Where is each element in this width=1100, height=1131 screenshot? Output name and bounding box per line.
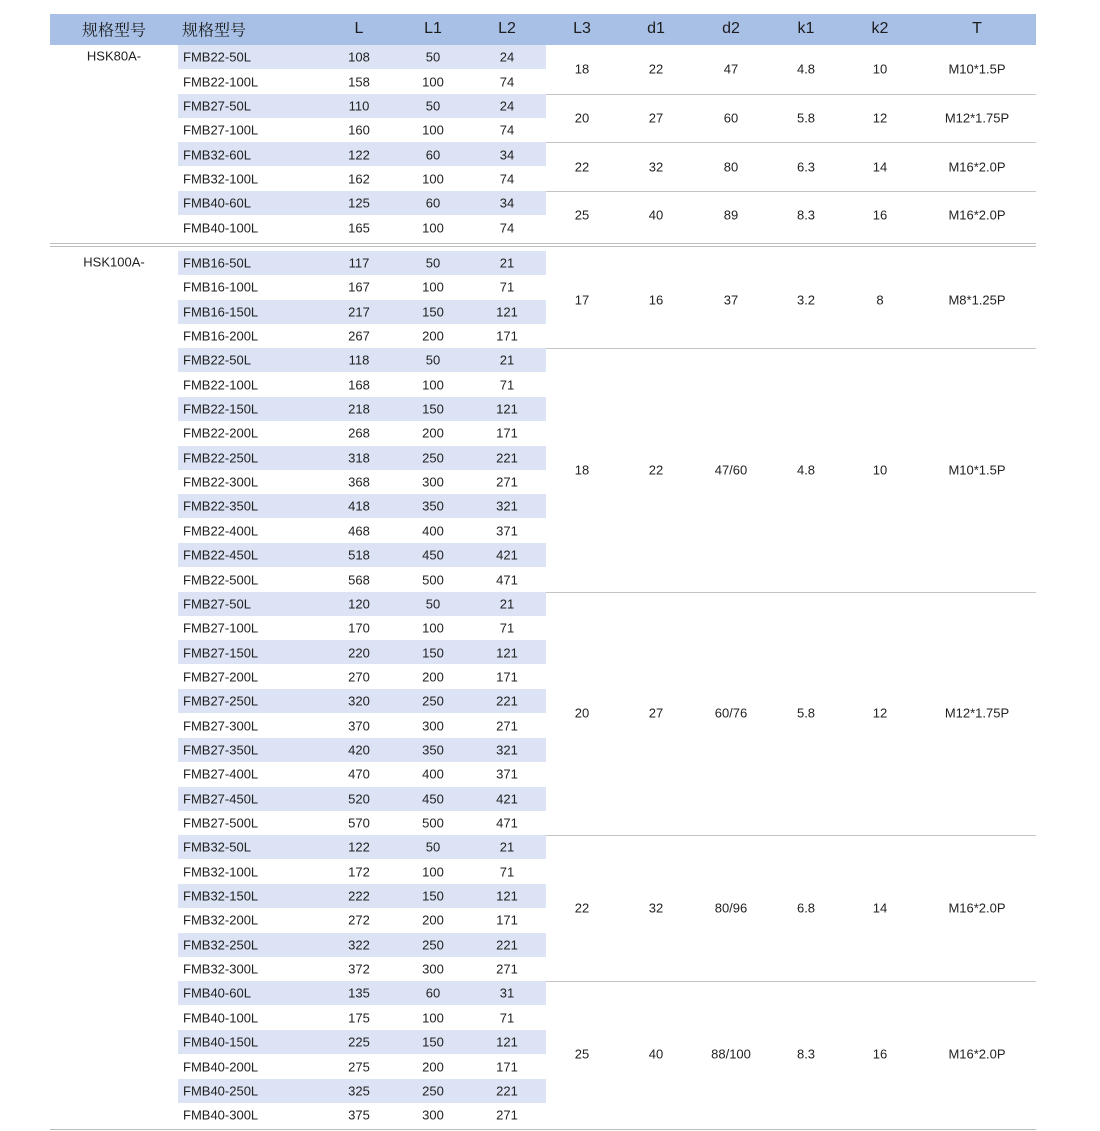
L2-cell: 221 [496, 937, 518, 953]
L-cell: 220 [348, 645, 370, 661]
k2-group-cell: 12 [872, 705, 888, 721]
L3-group-cell: 22 [574, 900, 590, 916]
L2-cell: 121 [496, 304, 518, 320]
L3-group-cell: 18 [574, 61, 590, 77]
L-cell: 122 [348, 147, 370, 163]
L2-cell: 71 [499, 377, 515, 393]
k1-group-cell: 4.8 [796, 61, 816, 77]
L-cell: 162 [348, 171, 370, 187]
L3-group-cell: 17 [574, 292, 590, 307]
T-group-cell: M12*1.75P [944, 110, 1010, 126]
L2-cell: 21 [499, 839, 515, 855]
model-cell: FMB22-50L [183, 49, 251, 65]
L1-cell: 300 [422, 961, 444, 977]
L1-cell: 150 [422, 304, 444, 320]
L-cell: 418 [348, 498, 370, 514]
L2-cell: 171 [496, 669, 518, 685]
d1-group-cell: 27 [648, 110, 664, 126]
L-cell: 222 [348, 888, 370, 904]
header-L1: L1 [424, 20, 442, 37]
L1-cell: 50 [425, 255, 441, 271]
model-cell: FMB40-300L [183, 1107, 259, 1123]
L2-cell: 71 [499, 864, 515, 880]
L2-cell: 21 [499, 255, 515, 271]
L-cell: 120 [348, 596, 370, 612]
L2-cell: 71 [499, 620, 515, 636]
L-cell: 272 [348, 912, 370, 928]
k1-group-cell: 5.8 [796, 705, 816, 721]
L1-cell: 100 [422, 377, 444, 393]
k2-group-cell: 16 [872, 207, 888, 223]
L1-cell: 200 [422, 669, 444, 685]
L1-cell: 350 [422, 742, 444, 758]
model-cell: FMB40-100L [183, 220, 259, 236]
L-cell: 108 [348, 49, 370, 65]
L1-cell: 450 [422, 791, 444, 807]
d2-group-cell: 60/76 [714, 705, 748, 721]
d1-group-cell: 27 [648, 705, 664, 721]
k1-group-cell: 6.8 [796, 900, 816, 916]
model-cell: FMB40-60L [183, 195, 251, 211]
T-group-cell: M8*1.25P [948, 292, 1006, 307]
L2-cell: 121 [496, 401, 518, 417]
L1-cell: 100 [422, 122, 444, 138]
L2-cell: 171 [496, 425, 518, 441]
header-T: T [972, 20, 982, 37]
group-divider [546, 592, 1036, 593]
L1-cell: 250 [422, 1083, 444, 1099]
L2-cell: 221 [496, 693, 518, 709]
L1-cell: 50 [425, 49, 441, 65]
L1-cell: 60 [425, 195, 441, 211]
L-cell: 318 [348, 450, 370, 466]
model-cell: FMB27-250L [183, 693, 259, 709]
header-spindle-spec: 规格型号 [81, 22, 147, 40]
L2-cell: 24 [499, 98, 515, 114]
T-group-cell: M16*2.0P [948, 900, 1006, 916]
model-cell: FMB32-50L [183, 839, 251, 855]
model-cell: FMB16-150L [183, 304, 259, 320]
L1-cell: 100 [422, 171, 444, 187]
L-cell: 118 [348, 352, 370, 368]
L-cell: 175 [348, 1010, 370, 1026]
L2-cell: 21 [499, 596, 515, 612]
model-cell: FMB32-100L [183, 864, 259, 880]
L-cell: 158 [348, 74, 370, 90]
L2-cell: 421 [496, 791, 518, 807]
L2-cell: 321 [496, 498, 518, 514]
model-cell: FMB27-500L [183, 815, 259, 831]
L-cell: 117 [348, 255, 370, 271]
L1-cell: 300 [422, 474, 444, 490]
k1-group-cell: 5.8 [796, 110, 816, 126]
model-cell: FMB32-100L [183, 171, 259, 187]
L2-cell: 171 [496, 328, 518, 344]
L2-cell: 24 [499, 49, 515, 65]
L-cell: 268 [348, 425, 370, 441]
d1-group-cell: 32 [648, 159, 664, 175]
L-cell: 267 [348, 328, 370, 344]
d1-group-cell: 22 [648, 61, 664, 77]
L-cell: 170 [348, 620, 370, 636]
L2-cell: 371 [496, 523, 518, 539]
table-bottom-rule [50, 1129, 1036, 1130]
L2-cell: 271 [496, 961, 518, 977]
L-cell: 160 [348, 122, 370, 138]
model-cell: FMB32-250L [183, 937, 259, 953]
L1-cell: 50 [425, 596, 441, 612]
model-cell: FMB22-150L [183, 401, 259, 417]
d1-group-cell: 40 [648, 1046, 664, 1062]
d2-group-cell: 60 [723, 110, 739, 126]
L2-cell: 221 [496, 1083, 518, 1099]
L1-cell: 300 [422, 718, 444, 734]
L-cell: 168 [348, 377, 370, 393]
k2-group-cell: 14 [872, 159, 888, 175]
L-cell: 370 [348, 718, 370, 734]
model-cell: FMB16-50L [183, 255, 251, 271]
L-cell: 122 [348, 839, 370, 855]
L2-cell: 74 [499, 122, 515, 138]
L-cell: 570 [348, 815, 370, 831]
k1-group-cell: 8.3 [796, 207, 816, 223]
L2-cell: 74 [499, 171, 515, 187]
L2-cell: 121 [496, 888, 518, 904]
L2-cell: 271 [496, 1107, 518, 1123]
model-cell: FMB40-60L [183, 985, 251, 1001]
L1-cell: 200 [422, 425, 444, 441]
L-cell: 110 [348, 98, 370, 114]
L-cell: 568 [348, 572, 370, 588]
L-cell: 275 [348, 1059, 370, 1075]
L1-cell: 300 [422, 1107, 444, 1123]
group-divider [546, 981, 1036, 982]
header-d2: d2 [722, 20, 740, 37]
L-cell: 520 [348, 791, 370, 807]
model-cell: FMB27-50L [183, 596, 251, 612]
model-cell: FMB22-500L [183, 572, 259, 588]
L-cell: 218 [348, 401, 370, 417]
d2-group-cell: 88/100 [711, 1046, 751, 1062]
L1-cell: 150 [422, 1034, 444, 1050]
model-cell: FMB27-300L [183, 718, 259, 734]
k1-group-cell: 6.3 [796, 159, 816, 175]
header-k1: k1 [797, 20, 815, 37]
L1-cell: 100 [422, 279, 444, 295]
model-cell: FMB22-200L [183, 425, 259, 441]
L1-cell: 100 [422, 74, 444, 90]
d2-group-cell: 47/60 [714, 462, 748, 478]
L-cell: 322 [348, 937, 370, 953]
L1-cell: 50 [425, 98, 441, 114]
L2-cell: 271 [496, 474, 518, 490]
model-cell: FMB27-350L [183, 742, 259, 758]
header-k2: k2 [871, 20, 889, 37]
L-cell: 135 [348, 985, 370, 1001]
model-cell: FMB32-300L [183, 961, 259, 977]
model-cell: FMB16-100L [183, 279, 259, 295]
L2-cell: 171 [496, 1059, 518, 1075]
L1-cell: 250 [422, 693, 444, 709]
L2-cell: 74 [499, 220, 515, 236]
L1-cell: 100 [422, 220, 444, 236]
T-group-cell: M10*1.5P [948, 462, 1006, 478]
L2-cell: 371 [496, 766, 518, 782]
L1-cell: 100 [422, 1010, 444, 1026]
model-cell: FMB22-50L [183, 352, 251, 368]
L3-group-cell: 20 [574, 110, 590, 126]
header-model-spec: 规格型号 [182, 22, 247, 40]
k2-group-cell: 8 [876, 292, 884, 307]
model-cell: FMB27-400L [183, 766, 259, 782]
L-cell: 375 [348, 1107, 370, 1123]
model-cell: FMB22-300L [183, 474, 259, 490]
L1-cell: 100 [422, 864, 444, 880]
group-divider [546, 142, 1036, 143]
L-cell: 225 [348, 1034, 370, 1050]
L3-group-cell: 22 [574, 159, 590, 175]
L1-cell: 400 [422, 523, 444, 539]
section-divider [50, 243, 1036, 244]
L-cell: 172 [348, 864, 370, 880]
L1-cell: 100 [422, 620, 444, 636]
model-cell: FMB22-100L [183, 377, 259, 393]
table-header [50, 14, 1036, 45]
L1-cell: 50 [425, 839, 441, 855]
header-L3: L3 [573, 20, 591, 37]
L1-cell: 60 [425, 985, 441, 1001]
T-group-cell: M16*2.0P [948, 159, 1006, 175]
L2-cell: 221 [496, 450, 518, 466]
T-group-cell: M12*1.75P [944, 705, 1010, 721]
L1-cell: 250 [422, 450, 444, 466]
group-divider [546, 348, 1036, 349]
L1-cell: 150 [422, 401, 444, 417]
L2-cell: 171 [496, 912, 518, 928]
d1-group-cell: 40 [648, 207, 664, 223]
d2-group-cell: 37 [723, 292, 739, 307]
L-cell: 165 [348, 220, 370, 236]
L1-cell: 250 [422, 937, 444, 953]
L2-cell: 471 [496, 815, 518, 831]
L2-cell: 121 [496, 1034, 518, 1050]
header-d1: d1 [647, 20, 665, 37]
spindle-label: HSK100A- [83, 254, 145, 270]
k1-group-cell: 4.8 [796, 462, 816, 478]
L1-cell: 450 [422, 547, 444, 563]
model-cell: FMB32-150L [183, 888, 259, 904]
group-divider [546, 191, 1036, 192]
L-cell: 270 [348, 669, 370, 685]
L1-cell: 400 [422, 766, 444, 782]
L1-cell: 350 [422, 498, 444, 514]
model-cell: FMB27-50L [183, 98, 251, 114]
k2-group-cell: 16 [872, 1046, 888, 1062]
L3-group-cell: 18 [574, 462, 590, 478]
L-cell: 320 [348, 693, 370, 709]
L-cell: 217 [348, 304, 370, 320]
k2-group-cell: 14 [872, 900, 888, 916]
L3-group-cell: 25 [574, 207, 590, 223]
L2-cell: 271 [496, 718, 518, 734]
model-cell: FMB27-150L [183, 645, 259, 661]
L1-cell: 500 [422, 815, 444, 831]
group-divider [546, 94, 1036, 95]
L2-cell: 31 [499, 985, 515, 1001]
L-cell: 468 [348, 523, 370, 539]
L2-cell: 21 [499, 352, 515, 368]
model-cell: FMB32-200L [183, 912, 259, 928]
L1-cell: 200 [422, 328, 444, 344]
k2-group-cell: 10 [872, 61, 888, 77]
group-divider [546, 835, 1036, 836]
model-cell: FMB22-450L [183, 547, 259, 563]
L1-cell: 150 [422, 888, 444, 904]
L2-cell: 34 [499, 147, 515, 163]
T-group-cell: M10*1.5P [948, 61, 1006, 77]
d2-group-cell: 80/96 [714, 900, 748, 916]
header-L: L [354, 20, 364, 37]
T-group-cell: M16*2.0P [948, 207, 1006, 223]
d1-group-cell: 32 [648, 900, 664, 916]
L1-cell: 200 [422, 1059, 444, 1075]
k1-group-cell: 8.3 [796, 1046, 816, 1062]
L-cell: 420 [348, 742, 370, 758]
L2-cell: 421 [496, 547, 518, 563]
section-divider [50, 246, 1036, 247]
L2-cell: 471 [496, 572, 518, 588]
L2-cell: 34 [499, 195, 515, 211]
k2-group-cell: 12 [872, 110, 888, 126]
model-cell: FMB16-200L [183, 328, 259, 344]
L-cell: 125 [348, 195, 370, 211]
model-cell: FMB40-150L [183, 1034, 259, 1050]
L3-group-cell: 20 [574, 705, 590, 721]
model-cell: FMB27-450L [183, 791, 259, 807]
k1-group-cell: 3.2 [796, 292, 816, 307]
L2-cell: 74 [499, 74, 515, 90]
T-group-cell: M16*2.0P [948, 1046, 1006, 1062]
model-cell: FMB40-200L [183, 1059, 259, 1075]
d1-group-cell: 16 [648, 292, 664, 307]
model-cell: FMB27-100L [183, 620, 259, 636]
L1-cell: 150 [422, 645, 444, 661]
d2-group-cell: 80 [723, 159, 739, 175]
model-cell: FMB40-100L [183, 1010, 259, 1026]
L-cell: 368 [348, 474, 370, 490]
model-cell: FMB22-400L [183, 523, 259, 539]
L-cell: 518 [348, 547, 370, 563]
model-cell: FMB40-250L [183, 1083, 259, 1099]
model-cell: FMB27-100L [183, 122, 259, 138]
d2-group-cell: 47 [723, 61, 739, 77]
model-cell: FMB22-250L [183, 450, 259, 466]
L1-cell: 500 [422, 572, 444, 588]
L2-cell: 71 [499, 1010, 515, 1026]
spec-table [50, 14, 1036, 1123]
L-cell: 470 [348, 766, 370, 782]
d2-group-cell: 89 [723, 207, 739, 223]
k2-group-cell: 10 [872, 462, 888, 478]
model-cell: FMB22-100L [183, 74, 259, 90]
model-cell: FMB27-200L [183, 669, 259, 685]
model-cell: FMB22-350L [183, 498, 259, 514]
L1-cell: 50 [425, 352, 441, 368]
L2-cell: 121 [496, 645, 518, 661]
L1-cell: 200 [422, 912, 444, 928]
L2-cell: 71 [499, 279, 515, 295]
L1-cell: 60 [425, 147, 441, 163]
d1-group-cell: 22 [648, 462, 664, 478]
L-cell: 325 [348, 1083, 370, 1099]
L2-cell: 321 [496, 742, 518, 758]
model-cell: FMB32-60L [183, 147, 251, 163]
header-L2: L2 [498, 20, 516, 37]
L-cell: 167 [348, 279, 370, 295]
spindle-label: HSK80A- [86, 48, 142, 64]
L-cell: 372 [348, 961, 370, 977]
L3-group-cell: 25 [574, 1046, 590, 1062]
